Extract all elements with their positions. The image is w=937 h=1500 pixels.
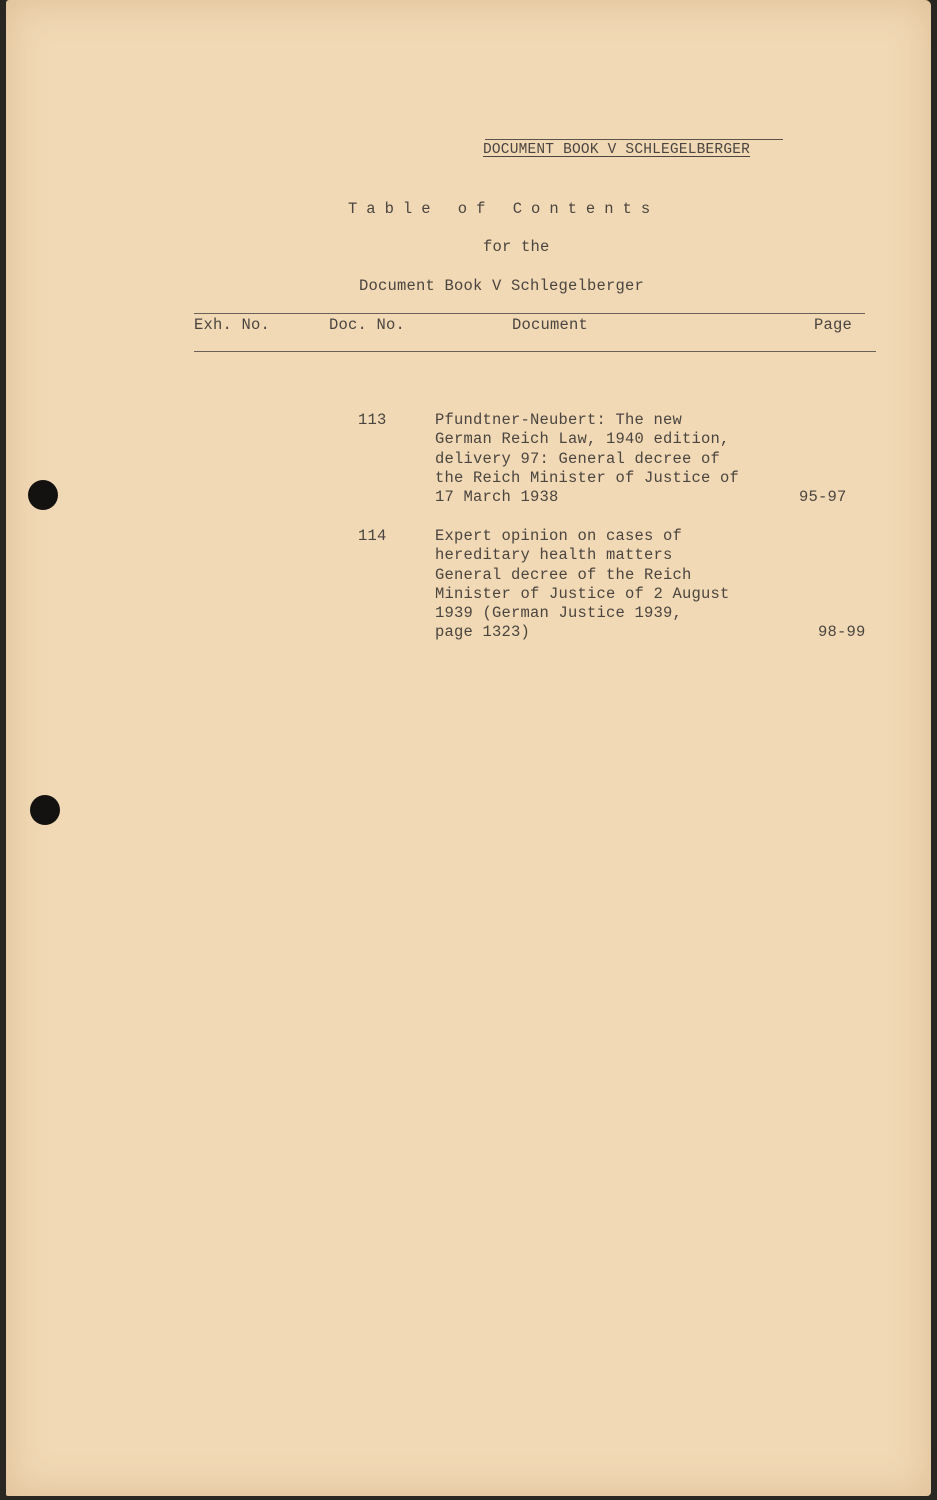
column-header-page: Page — [814, 316, 853, 334]
toc-heading: Table of Contents — [348, 200, 660, 218]
table-header-rule — [194, 351, 876, 352]
title-top-rule — [485, 139, 783, 140]
punch-hole-top — [28, 480, 58, 510]
document-book-header: DOCUMENT BOOK V SCHLEGELBERGER — [483, 142, 751, 158]
toc-subheading: for the — [483, 238, 550, 256]
entry-document-text: Pfundtner-Neubert: The new German Reich Law, 1940 edition, delivery 97: General decree of the Reich Minister of Justice of 17 March 1938 — [435, 411, 740, 507]
entry-page: 98-99 — [818, 623, 866, 641]
entry-document-text: Expert opinion on cases of hereditary health matters General decree of the Reich Minister of Justice of 2 August 1939 (German Justice 1939, page 1323) — [435, 527, 730, 642]
toc-book-title: Document Book V Schlegelberger — [359, 277, 645, 295]
column-header-document: Document — [512, 316, 589, 334]
punch-hole-bottom — [30, 795, 60, 825]
entry-doc-no: 113 — [358, 411, 387, 429]
column-header-exh-no: Exh. No. — [194, 316, 271, 334]
document-page — [6, 0, 931, 1496]
column-header-doc-no: Doc. No. — [329, 316, 406, 334]
table-top-rule — [194, 313, 865, 314]
entry-page: 95-97 — [799, 488, 847, 506]
entry-doc-no: 114 — [358, 527, 387, 545]
